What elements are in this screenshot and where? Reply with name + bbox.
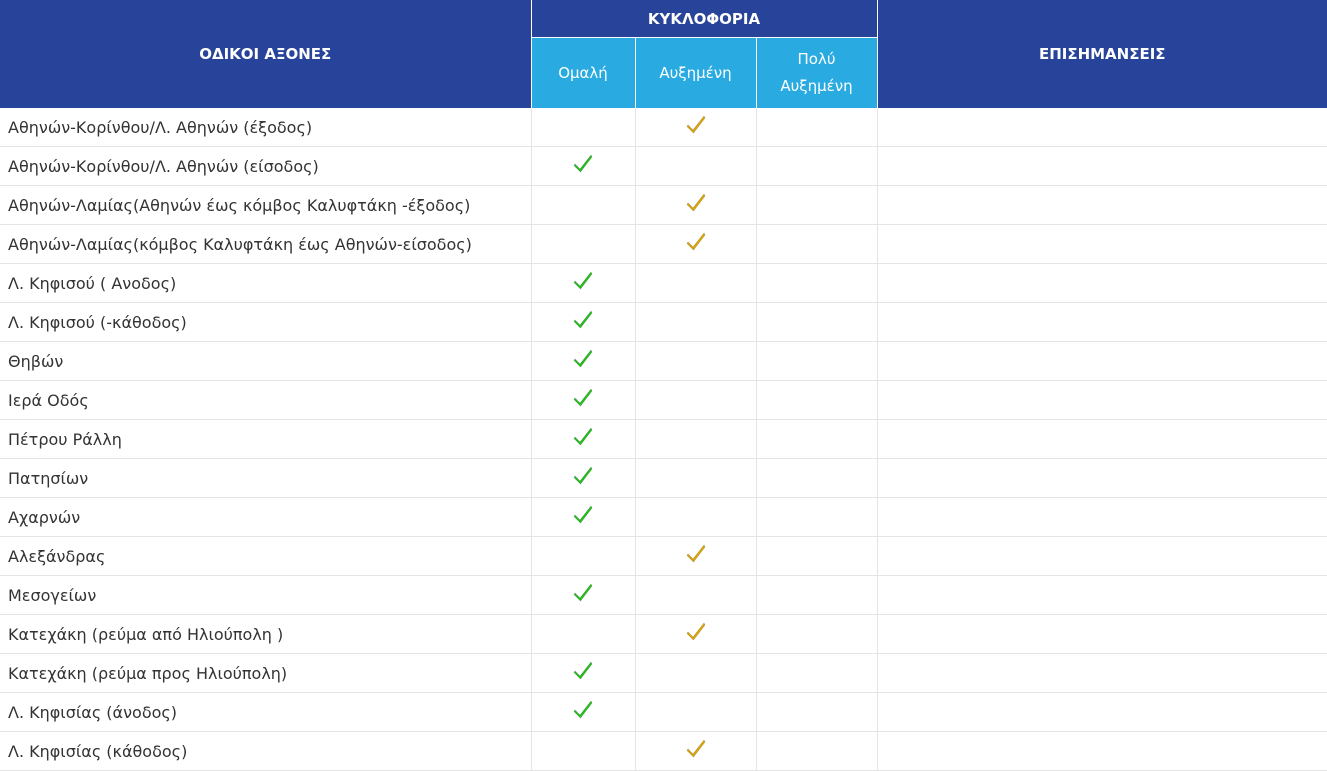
road-name: Θηβών — [0, 342, 531, 381]
notes-cell — [877, 693, 1327, 732]
notes-cell — [877, 186, 1327, 225]
check-icon — [572, 430, 594, 449]
notes-cell — [877, 147, 1327, 186]
status-cell-increased — [635, 615, 756, 654]
status-cell-normal — [531, 693, 635, 732]
table-row — [0, 147, 1327, 186]
status-cell-very-high — [756, 732, 877, 771]
status-cell-very-high — [756, 225, 877, 264]
notes-cell — [877, 498, 1327, 537]
status-cell-very-high — [756, 381, 877, 420]
status-cell-increased — [635, 654, 756, 693]
check-icon — [572, 586, 594, 605]
status-cell-very-high — [756, 576, 877, 615]
notes-cell — [877, 576, 1327, 615]
status-cell-very-high — [756, 108, 877, 147]
notes-cell — [877, 108, 1327, 147]
notes-cell — [877, 225, 1327, 264]
traffic-header: ΚΥΚΛΟΦΟΡΙΑ — [531, 0, 877, 38]
increased-header: Αυξημένη — [635, 38, 756, 109]
roads-header: ΟΔΙΚΟΙ ΑΞΟΝΕΣ — [0, 0, 531, 108]
status-cell-normal — [531, 459, 635, 498]
table-row — [0, 693, 1327, 732]
table-row — [0, 654, 1327, 693]
table-row — [0, 459, 1327, 498]
road-name: Ιερά Οδός — [0, 381, 531, 420]
table-row — [0, 576, 1327, 615]
status-cell-increased — [635, 264, 756, 303]
status-cell-very-high — [756, 693, 877, 732]
status-cell-normal — [531, 498, 635, 537]
check-icon — [572, 664, 594, 683]
status-cell-very-high — [756, 186, 877, 225]
status-cell-normal — [531, 186, 635, 225]
table-row — [0, 381, 1327, 420]
check-icon — [572, 508, 594, 527]
check-icon — [572, 352, 594, 371]
status-cell-normal — [531, 654, 635, 693]
road-name: Μεσογείων — [0, 576, 531, 615]
table-row — [0, 303, 1327, 342]
status-cell-normal — [531, 225, 635, 264]
check-icon — [572, 469, 594, 488]
rows-body — [0, 108, 1327, 771]
status-cell-increased — [635, 381, 756, 420]
status-cell-increased — [635, 108, 756, 147]
notes-cell — [877, 732, 1327, 771]
road-name: Αλεξάνδρας — [0, 537, 531, 576]
notes-cell — [877, 303, 1327, 342]
very-high-header-line2: Αυξημένη — [780, 77, 853, 95]
status-cell-very-high — [756, 459, 877, 498]
check-icon — [572, 391, 594, 410]
notes-cell — [877, 420, 1327, 459]
table-row — [0, 537, 1327, 576]
notes-cell — [877, 264, 1327, 303]
status-cell-increased — [635, 225, 756, 264]
check-icon — [685, 547, 707, 566]
notes-cell — [877, 654, 1327, 693]
status-cell-very-high — [756, 342, 877, 381]
check-icon — [685, 742, 707, 761]
status-cell-increased — [635, 420, 756, 459]
status-cell-increased — [635, 732, 756, 771]
road-name: Πατησίων — [0, 459, 531, 498]
status-cell-increased — [635, 693, 756, 732]
status-cell-increased — [635, 576, 756, 615]
road-name: Αθηνών-Λαμίας(Αθηνών έως κόμβος Καλυφτάκη -έξοδος) — [0, 186, 531, 225]
check-icon — [685, 625, 707, 644]
notes-cell — [877, 381, 1327, 420]
very-high-header — [756, 38, 877, 109]
table-row — [0, 264, 1327, 303]
status-cell-very-high — [756, 147, 877, 186]
status-cell-very-high — [756, 303, 877, 342]
status-cell-normal — [531, 108, 635, 147]
notes-cell — [877, 537, 1327, 576]
table-row — [0, 420, 1327, 459]
status-cell-normal — [531, 537, 635, 576]
status-cell-normal — [531, 381, 635, 420]
road-name: Αθηνών-Κορίνθου/Λ. Αθηνών (έξοδος) — [0, 108, 531, 147]
check-icon — [685, 196, 707, 215]
status-cell-increased — [635, 303, 756, 342]
status-cell-normal — [531, 303, 635, 342]
status-cell-increased — [635, 342, 756, 381]
status-cell-normal — [531, 576, 635, 615]
status-cell-normal — [531, 264, 635, 303]
status-cell-normal — [531, 615, 635, 654]
notes-header: ΕΠΙΣΗΜΑΝΣΕΙΣ — [877, 0, 1327, 108]
table-row — [0, 498, 1327, 537]
road-name: Αθηνών-Λαμίας(κόμβος Καλυφτάκη έως Αθηνών-είσοδος) — [0, 225, 531, 264]
status-cell-very-high — [756, 537, 877, 576]
table-row — [0, 342, 1327, 381]
road-name: Λ. Κηφισού (-κάθοδος) — [0, 303, 531, 342]
check-icon — [572, 703, 594, 722]
table-row — [0, 225, 1327, 264]
status-cell-very-high — [756, 615, 877, 654]
status-cell-normal — [531, 732, 635, 771]
normal-header: Ομαλή — [531, 38, 635, 109]
status-cell-normal — [531, 147, 635, 186]
road-name: Αχαρνών — [0, 498, 531, 537]
check-icon — [685, 118, 707, 137]
status-cell-normal — [531, 420, 635, 459]
road-name: Αθηνών-Κορίνθου/Λ. Αθηνών (είσοδος) — [0, 147, 531, 186]
road-name: Πέτρου Ράλλη — [0, 420, 531, 459]
table-row — [0, 108, 1327, 147]
road-name: Κατεχάκη (ρεύμα προς Ηλιούπολη) — [0, 654, 531, 693]
notes-cell — [877, 459, 1327, 498]
check-icon — [572, 313, 594, 332]
status-cell-increased — [635, 147, 756, 186]
status-cell-increased — [635, 537, 756, 576]
status-cell-very-high — [756, 654, 877, 693]
status-cell-normal — [531, 342, 635, 381]
check-icon — [685, 235, 707, 254]
table-row — [0, 186, 1327, 225]
table-row — [0, 732, 1327, 771]
status-cell-increased — [635, 459, 756, 498]
road-name: Λ. Κηφισού ( Ανοδος) — [0, 264, 531, 303]
status-cell-very-high — [756, 498, 877, 537]
check-icon — [572, 157, 594, 176]
road-name: Λ. Κηφισίας (άνοδος) — [0, 693, 531, 732]
road-name: Κατεχάκη (ρεύμα από Ηλιούπολη ) — [0, 615, 531, 654]
road-name: Λ. Κηφισίας (κάθοδος) — [0, 732, 531, 771]
status-cell-increased — [635, 498, 756, 537]
very-high-header-line1: Πολύ — [797, 50, 836, 68]
check-icon — [572, 274, 594, 293]
status-cell-increased — [635, 186, 756, 225]
notes-cell — [877, 615, 1327, 654]
status-cell-very-high — [756, 264, 877, 303]
notes-cell — [877, 342, 1327, 381]
table-row — [0, 615, 1327, 654]
status-cell-very-high — [756, 420, 877, 459]
